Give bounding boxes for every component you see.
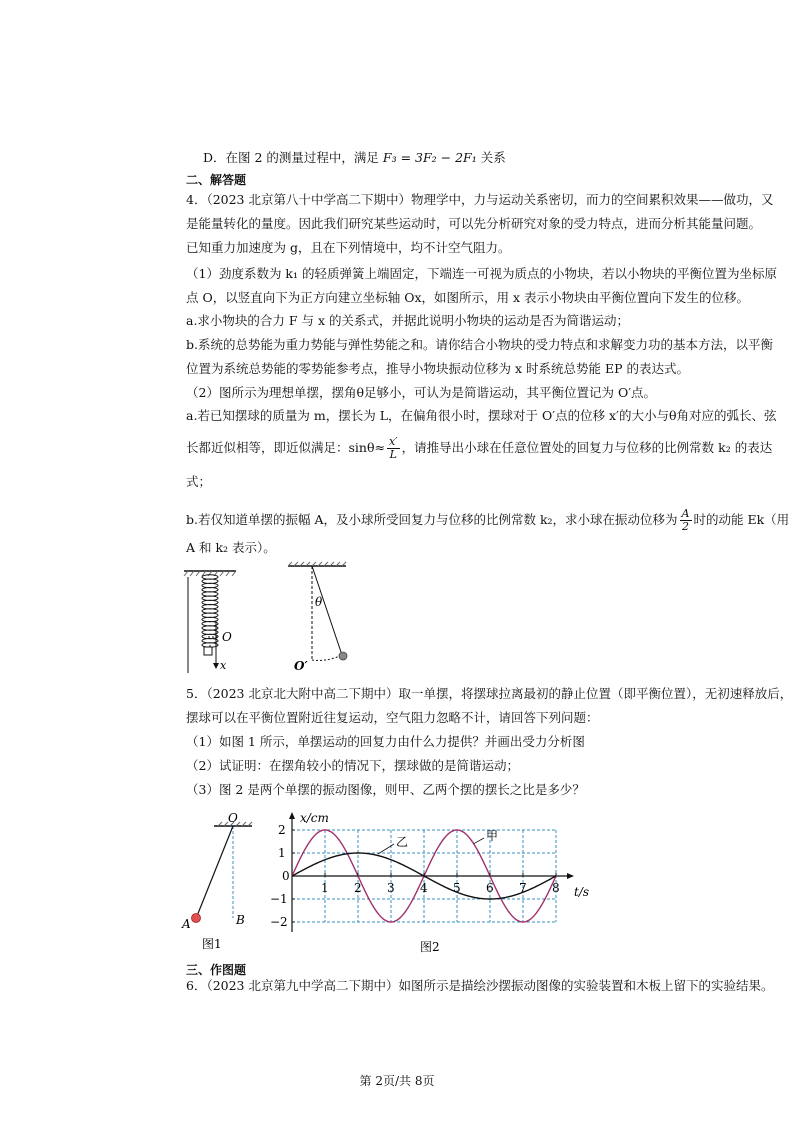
- spring-label-x: x: [220, 659, 227, 672]
- y-tick-label: 1: [278, 846, 286, 860]
- chart-ylabel: x/cm: [300, 811, 329, 825]
- y-axis-arrow: [289, 812, 295, 819]
- fraction-x-over-l: $\frac{x'}{L}$: [388, 435, 398, 461]
- fig1-label-b: B: [236, 913, 245, 927]
- spring-label-o: O: [222, 630, 232, 644]
- q4-line2: 是能量转化的量度。因此我们研究某些运动时，可以先分析研究对象的受力特点，进而分析其能量问题。: [186, 216, 762, 231]
- x-tick-label: 7: [519, 881, 527, 895]
- pendulum-label-theta: θ: [315, 595, 323, 609]
- x-axis-arrow: [567, 873, 574, 879]
- fig1-label-a: A: [182, 917, 191, 931]
- x-tick-label: 3: [387, 881, 395, 895]
- q4-part1-sub-a: a.求小物块的合力 F 与 x 的关系式，并据此说明小物块的运动是否为简谐运动；: [186, 313, 630, 328]
- pendulum-figure: [282, 560, 362, 672]
- q5-sub2: （2）试证明：在摆角较小的情况下，摆球做的是简谐运动；: [186, 758, 519, 773]
- page-footer: 第 2页/共 8页: [359, 1074, 435, 1088]
- x-tick-label: 6: [486, 881, 494, 895]
- fig1-caption: 图1: [202, 937, 222, 951]
- q5-figure1: [180, 812, 260, 952]
- q4-part2-sub-b1: b.若仅知道单摆的振幅 A，及小球所受回复力与位移的比例常数 k₂，求小球在振动位移为 $\frac{A}{2}$ 时的动能 Ek（用: [186, 507, 790, 533]
- y-tick-label: −2: [270, 915, 288, 929]
- section-heading-2: 二、解答题: [186, 173, 247, 187]
- leader-yi: [378, 844, 394, 854]
- q4-part2-sub-b2: A 和 k₂ 表示）。: [186, 540, 276, 555]
- option-d: D．在图 2 的测量过程中，满足 F₃ = 3F₂ − 2F₁ 关系: [203, 150, 506, 165]
- section-heading-3: 三、作图题: [186, 963, 247, 977]
- q4-part2: （2）图所示为理想单摆，摆角θ足够小，可认为是简谐运动，其平衡位置记为 O′点。: [186, 385, 657, 400]
- x-tick-label: 8: [552, 881, 560, 895]
- series-label-yi: 乙: [396, 835, 409, 849]
- q4-part2-sub-a2: 长都近似相等，即近似满足：sinθ≈ $\frac{x'}{L}$ ，请推导出小球在任意位置处的回复力与位移的比例常数 k₂ 的表达: [186, 435, 773, 461]
- option-d-formula: F₃ = 3F₂ − 2F₁: [382, 150, 477, 165]
- x-tick-label: 5: [453, 881, 461, 895]
- q4-part2-sub-a1: a.若已知摆球的质量为 m，摆长为 L，在偏角很小时，摆球对于 O′点的位移 x′的大小与θ角对应的弧长、弦: [186, 408, 777, 423]
- pendulum-label-o-prime: O′: [294, 659, 308, 672]
- leader-jia: [474, 838, 485, 844]
- q4-line1: 4．（2023 北京第八十中学高二下期中）物理学中，力与运动关系密切，而力的空间累积效果——做功，又: [186, 192, 774, 207]
- x-tick-label: 1: [321, 881, 329, 895]
- q4-part1-b: 点 O，以竖直向下为正方向建立坐标轴 Ox，如图所示，用 x 表示小物块由平衡位置向下发生的位移。: [186, 290, 749, 305]
- y-tick-label: 2: [278, 823, 286, 837]
- fig1-label-o: O: [228, 812, 238, 825]
- q5-line1: 5．（2023 北京北大附中高二下期中）取一单摆，将摆球拉离最初的静止位置（即平衡位置），无初速释放后，: [186, 686, 793, 701]
- spring-figure: [180, 565, 250, 677]
- fig2-caption: 图2: [420, 940, 440, 954]
- q4-line3: 已知重力加速度为 g，且在下列情境中，均不计空气阻力。: [186, 240, 511, 255]
- q5-sub3: （3）图 2 是两个单摆的振动图像，则甲、乙两个摆的摆长之比是多少？: [186, 782, 585, 797]
- q4-part1-sub-b1: b.系统的总势能为重力势能与弹性势能之和。请你结合小物块的受力特点和求解变力功的基本方法，以平衡: [186, 337, 773, 352]
- x-tick-label: 4: [420, 881, 428, 895]
- q4-part1-a: （1）劲度系数为 k₁ 的轻质弹簧上端固定，下端连一可视为质点的小物块，若以小物块的平衡位置为坐标原: [186, 266, 777, 281]
- chart-origin: 0: [282, 869, 290, 883]
- q5-sub1: （1）如图 1 所示，单摆运动的回复力由什么力提供？并画出受力分析图: [186, 734, 585, 749]
- y-tick-label: −1: [270, 892, 288, 906]
- chart-xlabel: t/s: [574, 885, 590, 899]
- q5-line2: 摆球可以在平衡位置附近往复运动，空气阻力忽略不计，请回答下列问题：: [186, 710, 599, 725]
- q6-line1: 6．（2023 北京第九中学高二下期中）如图所示是描绘沙摆振动图像的实验装置和木板上留下的实验结果。: [186, 978, 774, 993]
- q4-part2-sub-a3: 式；: [186, 474, 212, 489]
- q4-part1-sub-b2: 位置为系统总势能的零势能参考点，推导小物块振动位移为 x 时系统总势能 EP 的表达式。: [186, 361, 689, 376]
- x-tick-label: 2: [354, 881, 362, 895]
- series-label-jia: 甲: [486, 829, 499, 843]
- fraction-a-over-2: $\frac{A}{2}$: [681, 507, 690, 533]
- q5-figure2-chart: [270, 808, 610, 958]
